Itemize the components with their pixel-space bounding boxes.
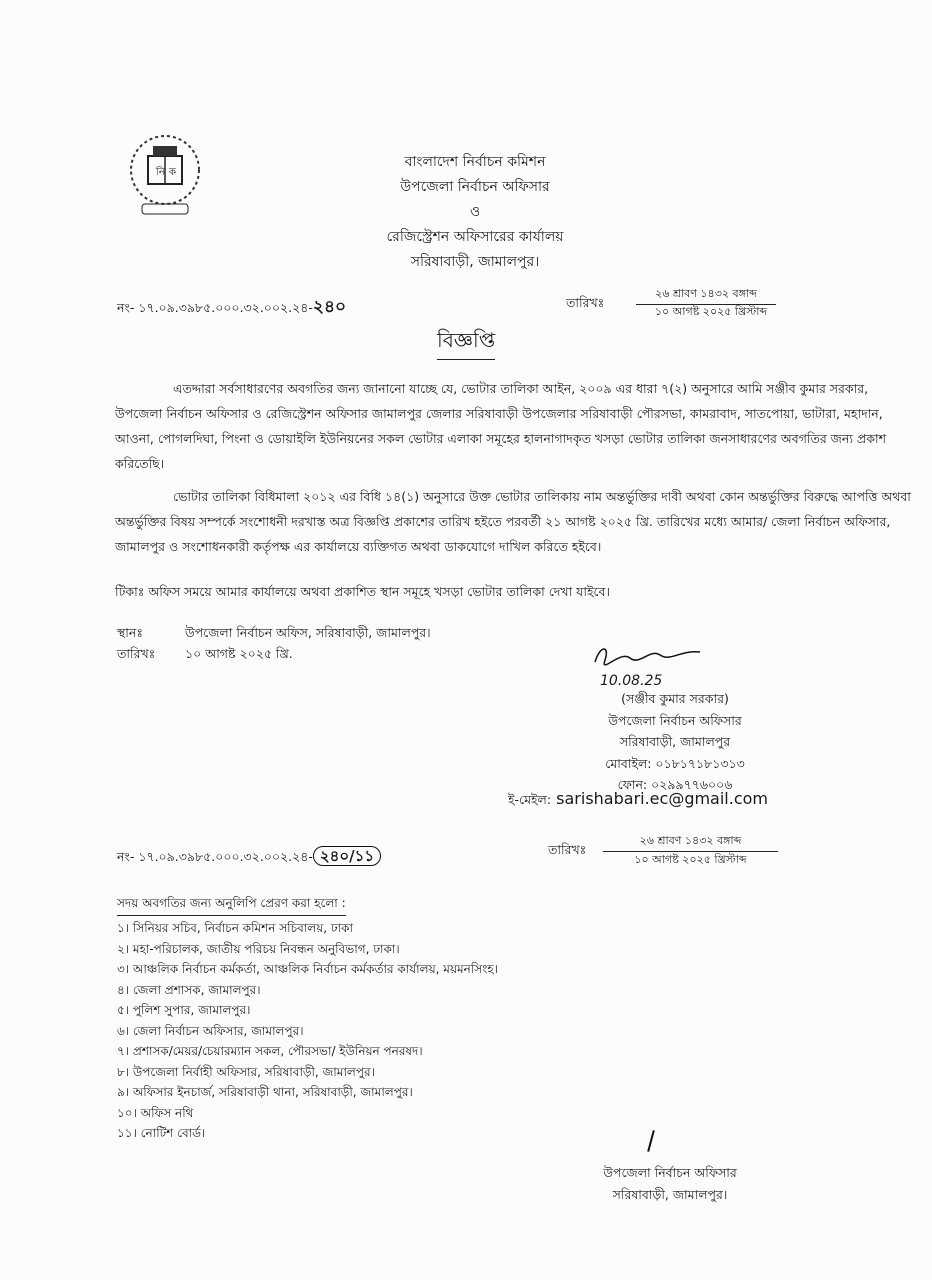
email-line [508, 789, 768, 812]
notice-title: বিজ্ঞপ্তি [437, 326, 495, 360]
list-item: ৬। জেলা নির্বাচন অফিসার, জামালপুর। [117, 1023, 304, 1038]
place-line [117, 625, 431, 645]
list-item: ২। মহা-পরিচালক, জাতীয় পরিচয় নিবন্ধন অনুবিভাগ, ঢাকা। [117, 941, 400, 956]
ref-number: ১৭.০৯.৩৯৮৫.০০০.৩২.০০২.২৪- [138, 300, 313, 315]
note: টিকাঃ অফিস সময়ে আমার কার্যালয়ে অথবা প্রকাশিত স্থান সমূহে খসড়া ভোটার তালিকা দেখা যাইবে। [115, 584, 610, 599]
signatory-designation: উপজেলা নির্বাচন অফিসার [608, 712, 742, 728]
signatory-phone: ফোন: ০২৯৯৭৭৬০০৬ [617, 777, 733, 792]
list-item: ৭। প্রশাসক/মেয়র/চেয়ারম্যান সকল, পৌরসভা/ ইউনিয়ন পনরষদ। [117, 1044, 423, 1058]
signatory-name: (সঞ্জীব কুমার সরকার) [621, 691, 729, 706]
header-line-4: রেজিস্ট্রেশন অফিসারের কার্যালয় [386, 229, 564, 245]
header-line-2: উপজেলা নির্বাচন অফিসার [400, 179, 550, 195]
handwritten-signature [590, 640, 730, 689]
place-value: উপজেলা নির্বাচন অফিস, সরিষাবাড়ী, জামালপুর। [185, 625, 431, 640]
date-english: ১০ আগষ্ট ২০২৫ খ্রিস্টাব্দ [654, 305, 768, 318]
ref-handwritten: ২৪০ [312, 297, 347, 317]
ref-label: নং- [117, 300, 135, 315]
header-line-1: বাংলাদেশ নির্বাচন কমিশন [404, 154, 546, 170]
header-line-3: ও [469, 204, 481, 220]
signatory-mobile: মোবাইল: ০১৮১৭১৮১৩১৩ [605, 755, 745, 771]
place-label: স্থানঃ [117, 625, 144, 640]
footer-location: সরিষাবাড়ী, জামালপুর। [612, 1186, 728, 1202]
ref2-number: ১৭.০৯.৩৯৮৫.০০০.৩২.০০২.২৪- [138, 849, 313, 864]
svg-text:ক: ক [169, 167, 176, 178]
email-label: ই-মেইল: [508, 792, 552, 807]
copies-heading: সদয় অবগতির জন্য অনুলিপি প্রেরণ করা হলো : [117, 895, 346, 916]
copies-list [117, 918, 677, 1144]
list-item: ১১। নোটিশ বোর্ড। [117, 1126, 206, 1140]
date2-bangla: ২৬ শ্রাবণ ১৪৩২ বঙ্গাব্দ [603, 832, 778, 852]
signatory-location: সরিষাবাড়ী, জামালপুর [619, 734, 731, 749]
footer-designation: উপজেলা নির্বাচন অফিসার [603, 1165, 737, 1180]
emblem-logo [120, 128, 210, 218]
date2-label: তারিখঃ [548, 842, 587, 857]
header-line-5: সরিষাবাড়ী, জামালপুর। [410, 254, 540, 270]
svg-text:নি: নি [156, 167, 165, 178]
date-bangla: ২৬ শ্রাবণ ১৪৩২ বঙ্গাব্দ [636, 285, 776, 305]
office-header [330, 150, 620, 275]
list-item: ৪। জেলা প্রশাসক, জামালপুর। [117, 982, 261, 997]
list-item: ৮। উপজেলা নির্বাহী অফিসার, সরিষাবাড়ী, জামালপুর। [117, 1064, 375, 1079]
issue-date-label: তারিখঃ [117, 646, 156, 661]
email-address[interactable]: sarishabari.ec@gmail.com [556, 789, 769, 808]
issue-date-value: ১০ আগষ্ট ২০২৫ খ্রি. [185, 646, 293, 661]
signatory-block [560, 688, 790, 796]
reference-number [117, 294, 346, 322]
reference-number-2 [117, 845, 381, 870]
list-item: ১০। অফিস নথি [117, 1105, 194, 1120]
list-item: ৫। পুলিশ সুপার, জামালপুর। [117, 1003, 251, 1017]
paragraph-1: এতদ্দারা সর্বসাধারণের অবগতির জন্য জানানো যাচ্ছে যে, ভোটার তালিকা আইন, ২০০৯ এর ধারা ৭(২) অনুসারে আমি সঞ্জীব কুমার সরকার, উপজেলা নির্বাচন অফিসার ও রেজিস্ট্রেশন অফিসার জামালপুর জেলার সরিষাবাড়ী উপজেলার সরিষাবাড়ী পৌরসভা, কামরাবাদ, সাতপোয়া, ভাটারা, মহাদান, আওনা, পোগলদিঘা, পিংনা ও ডোয়াইলি ইউনিয়নের সকল ভোটার এলাকা সমূহের হালনাগাদকৃত খসড়া ভোটার তালিকা জনসাধারণের অবগতির জন্য প্রকাশ করিতেছি। [115, 381, 887, 471]
footer-signatory [570, 1162, 770, 1205]
issue-date-line [117, 646, 293, 666]
date-label: তারিখঃ [566, 295, 605, 310]
signature-date: 10.08.25 [600, 673, 663, 689]
list-item: ১। সিনিয়র সচিব, নির্বাচন কমিশন সচিবালয়, ঢাকা [117, 921, 354, 935]
list-item: ৩। আঞ্চলিক নির্বাচন কর্মকর্তা, আঞ্চলিক নির্বাচন কর্মকর্তার কার্যালয়, ময়মনসিংহ। [117, 962, 498, 976]
paragraph-2: ভোটার তালিকা বিধিমালা ২০১২ এর বিধি ১৪(১) অনুসারে উক্ত ভোটার তালিকায় নাম অন্তর্ভুক্তির দাবী অথবা কোন অন্তর্ভুক্তির বিরুদ্ধে আপত্তি অথবা অন্তর্ভুক্তির বিষয় সম্পর্কে সংশোধনী দরখাস্ত অত্র বিজ্ঞপ্তি প্রকাশের তারিখ হইতে পরবর্তী ২১ আগষ্ট ২০২৫ খ্রি. তারিখের মধ্যে আমার/ জেলা নির্বাচন অফিসার, জামালপুর ও সংশোধনকারী কর্তৃপক্ষ এর কার্যালয়ে ব্যক্তিগত অথবা ডাকযোগে দাখিল করিতে হইবে। [115, 489, 911, 554]
date2-english: ১০ আগষ্ট ২০২৫ খ্রিস্টাব্দ [634, 853, 747, 866]
list-item: ৯। অফিসার ইনচার্জ, সরিষাবাড়ী থানা, সরিষাবাড়ী, জামালপুর। [117, 1085, 413, 1099]
ref2-label: নং- [117, 849, 135, 864]
ref2-handwritten: ২৪০/১১ [313, 846, 381, 866]
